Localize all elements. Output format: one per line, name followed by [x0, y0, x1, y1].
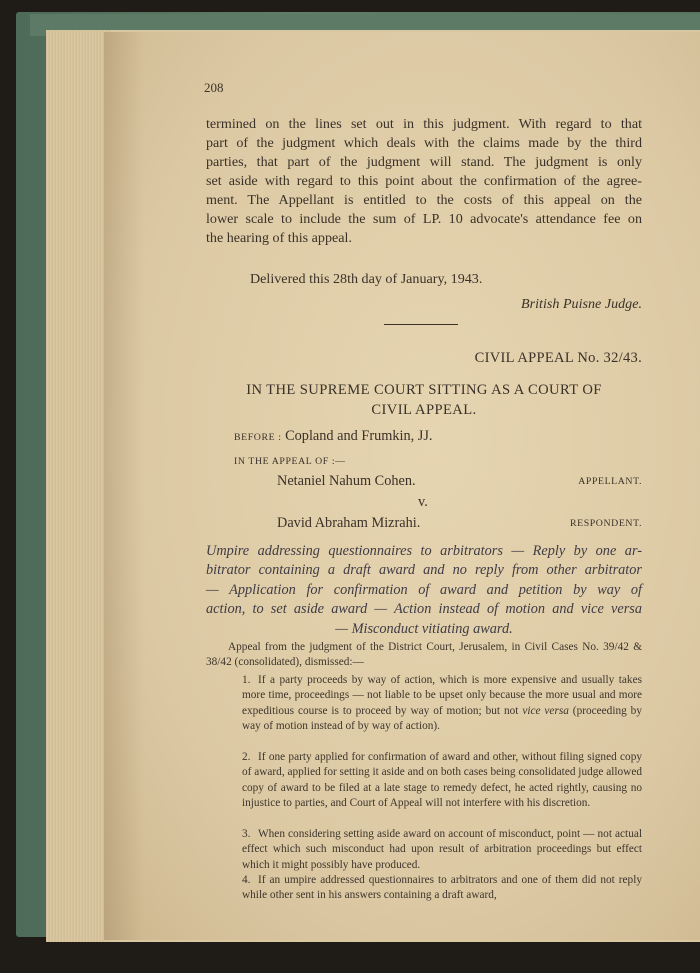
headnote-line: bitrator containing a draft award and no reply from other arbitrator	[206, 562, 642, 579]
headnote	[206, 542, 642, 639]
holding-text: If an umpire addressed questionnaires to arbitrators and one of them did not reply while other sent in his answers containing a draft award,	[242, 874, 642, 902]
holding-number: 4.	[242, 874, 251, 886]
holding-text: If a party proceeds by way of action, which is more expensive and usually takes more time, proceedings — not liable to be upset only because the more usual and more expeditious course is to proceed by way of motion; but not	[242, 674, 642, 717]
paragraph-line: parties, that part of the judgment will stand. The judgment is only	[206, 154, 642, 170]
appellant-role: APPELLANT.	[578, 476, 642, 487]
headnote-line: — Application for confirmation of award and petition by way of	[206, 581, 642, 598]
versus: v.	[418, 494, 428, 510]
holding-number: 3.	[242, 828, 251, 840]
bench	[234, 428, 432, 445]
holding-italic: vice versa	[522, 704, 569, 717]
page-number: 208	[204, 80, 224, 95]
holding-item	[242, 673, 642, 735]
paragraph-line: termined on the lines set out in this judgment. With regard to that	[206, 116, 642, 132]
paragraph-line: ment. The Appellant is entitled to the costs of this appeal on the	[206, 192, 642, 208]
respondent-name: David Abraham Mizrahi.	[277, 515, 421, 531]
holding-item	[242, 750, 642, 812]
gutter-shadow	[104, 32, 144, 940]
paragraph-line: lower scale to include the sum of LP. 10 advocate's attendance fee on	[206, 211, 642, 227]
respondent-role: RESPONDENT.	[569, 518, 642, 529]
holding-number: 2.	[242, 751, 251, 763]
holding-text: (proceeding by way of motion instead of by way of action).	[242, 704, 642, 733]
court-title-line-2: CIVIL APPEAL.	[371, 402, 477, 418]
bench-judges: Copland and Frumkin, JJ.	[285, 428, 433, 444]
headnote-line: action, to set aside award — Action instead of motion and vice versa	[206, 601, 642, 618]
continued-paragraph	[206, 115, 642, 248]
appeal-number: CIVIL APPEAL No. 32/43.	[474, 350, 642, 366]
holding-number: 1.	[242, 674, 251, 686]
holding-text: If one party applied for confirmation of award and other, without filing signed copy of award, applied for setting it aside and on both cases being consolidated judge allowed copy of award to be filed at a late stage to remedy defect, he acted rightly, causing no injustice to parties, and Court of Appeal will not interfere with his discretion.	[242, 751, 642, 810]
headnote-line: Umpire addressing questionnaires to arbitrators — Reply by one ar-	[206, 543, 642, 559]
holding-item	[242, 873, 642, 904]
court-title-line-1: IN THE SUPREME COURT SITTING AS A COURT OF	[246, 382, 602, 398]
paragraph-line: part of the judgment which deals with the claims made by the third	[206, 135, 642, 151]
appeal-intro: Appeal from the judgment of the District Court, Jerusalem, in Civil Cases No. 39/42 & 38/42 (consolidated), dismissed:—	[206, 641, 642, 669]
judge-signature: British Puisne Judge.	[521, 296, 642, 312]
page-edges	[46, 30, 110, 942]
in-appeal-label: IN THE APPEAL OF :—	[234, 456, 346, 467]
delivery-date: Delivered this 28th day of January, 1943.	[250, 271, 483, 287]
before-label: BEFORE :	[234, 432, 282, 443]
holding-item	[242, 827, 642, 873]
appellant-name: Netaniel Nahum Cohen.	[277, 473, 416, 489]
headnote-line: — Misconduct vitiating award.	[335, 620, 513, 637]
paragraph-line: set aside with regard to this point about the confirmation of the agree-	[206, 173, 642, 189]
book-page	[104, 32, 700, 940]
holding-text: When considering setting aside award on account of misconduct, point — not actual effect which such misconduct had upon result of arbitration proceedings but effect which it might possibly have produced.	[242, 828, 642, 871]
paragraph-line: the hearing of this appeal.	[206, 230, 352, 246]
section-divider	[384, 324, 458, 325]
